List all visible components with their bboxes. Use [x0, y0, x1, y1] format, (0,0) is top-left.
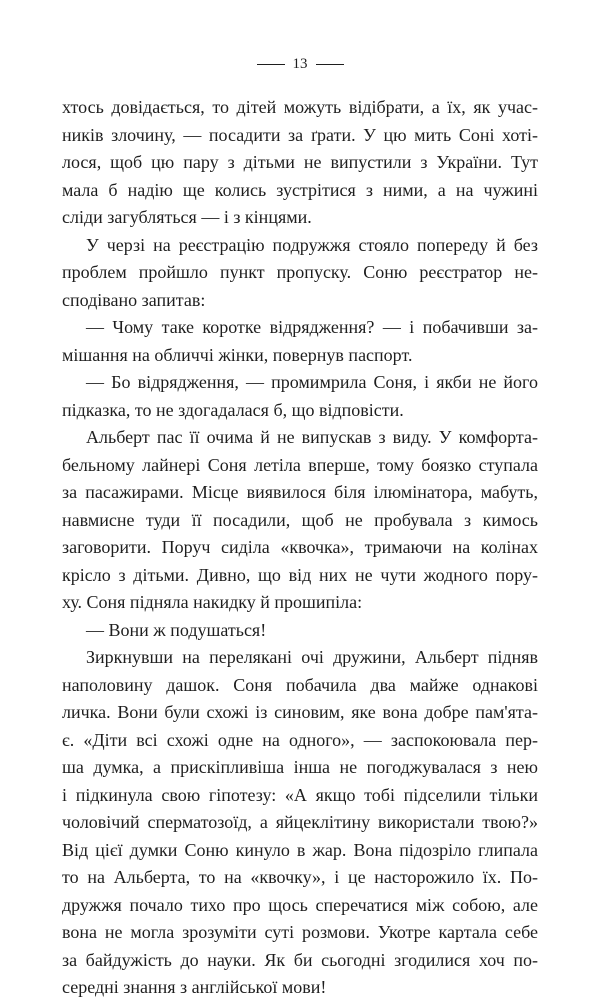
text-line: мішання на обличчі жінки, повернув паспорт.	[62, 344, 413, 365]
text-line: є. «Діти всі схожі одне на одного», — заспокоювала пер-	[62, 729, 538, 750]
text-line: бельному лайнері Соня летіла вперше, тому боязко ступала	[62, 454, 538, 475]
text-line: мала б надію ще колись зустрітися з ними, а на чужині	[62, 179, 538, 200]
text-line: і підкинула свою гіпотезу: «А якщо тобі підселили тільки	[62, 784, 538, 805]
text-line: Зиркнувши на перелякані очі дружини, Альберт підняв	[86, 647, 538, 667]
text-line: Альберт пас її очима й не випускав з виду. У комфорта-	[86, 427, 538, 447]
text-line: підказка, то не здогадалася б, що відповісти.	[62, 399, 404, 420]
page-header	[0, 56, 600, 73]
text-line: чоловічий сперматозоїд, а яйцеклітину використали твою?»	[62, 812, 538, 832]
page-number: 13	[292, 56, 308, 72]
text-line: за байдужість до науки. Як би сьогодні згодилися хоч по-	[62, 949, 538, 970]
text-line: навмисне туди її посадили, щоб не пробувала з кимось	[62, 509, 538, 530]
text-line: проблем пройшло пункт пропуску. Соню реєстратор не-	[62, 262, 538, 282]
text-line: Від цієї думки Соню кинуло в жар. Вона підозріло глипала	[62, 839, 538, 860]
text-line: вона не могла зрозуміти суті розмови. Укотре картала себе	[62, 922, 538, 942]
text-line: хтось довідається, то дітей можуть відібрати, а їх, як учас-	[62, 97, 538, 117]
text-line: сліди загубляться — і з кінцями.	[62, 207, 312, 227]
text-line: личка. Вони були схожі із синовим, яке вона добре пам'ята-	[62, 702, 538, 722]
text-line: ників злочину, — посадити за ґрати. У цю мить Соні хотi-	[62, 124, 538, 145]
text-line: — Бо відрядження, — промимрила Соня, і якби не його	[86, 372, 538, 392]
body-text	[62, 94, 538, 1002]
text-line: — Вони ж подушаться!	[86, 619, 267, 640]
text-line: наполовину дашок. Соня побачила два майже однакові	[62, 674, 538, 695]
text-line: — Чому таке коротке відрядження? — і побачивши за-	[86, 317, 538, 337]
text-line: сподівано запитав:	[62, 289, 206, 310]
text-line: середні знання з англійської мови!	[62, 977, 327, 997]
text-line: заговорити. Поруч сиділа «квочка», тримаючи на колінах	[62, 537, 538, 557]
text-line: крісло з дітьми. Дивно, що від них не чути жодного пору-	[62, 564, 538, 585]
header-rule-left	[257, 64, 285, 65]
text-line: то на Альберта, то на «квочку», і це насторожило їх. По-	[62, 867, 538, 887]
text-line: лося, щоб цю пару з дітьми не випустили з України. Тут	[62, 152, 538, 172]
text-line: дружжя почало тихо про щось сперечатися між собою, але	[62, 894, 538, 915]
header-rule-right	[316, 64, 344, 65]
text-line: ху. Соня підняла накидку й прошипіла:	[62, 592, 363, 612]
text-line: У черзі на реєстрацію подружжя стояло попереду й без	[86, 234, 538, 255]
text-line: за пасажирами. Місце виявилося біля ілюмінатора, мабуть,	[62, 482, 538, 502]
text-line: ша думка, а прискіпливіша інша не погоджувалася з нею	[62, 757, 538, 777]
